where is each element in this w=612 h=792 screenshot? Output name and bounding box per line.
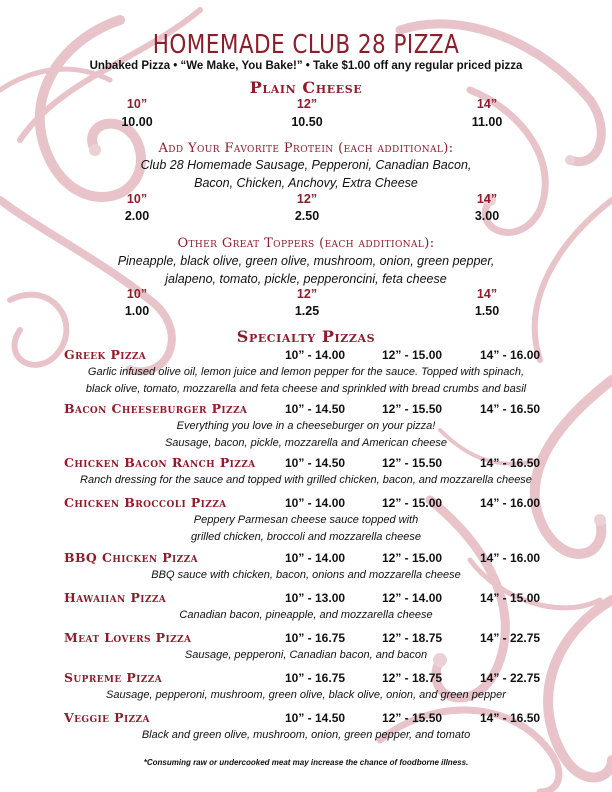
price-10: 10” - 14.00 — [285, 496, 346, 510]
description-line: jalapeno, tomato, pickle, pepperoncini, feta cheese — [165, 272, 447, 286]
pizza-name: Supreme Pizza — [64, 670, 163, 685]
price-12: 12” - 15.50 — [382, 402, 443, 416]
toppers-prices — [0, 304, 612, 320]
description-line: Club 28 Homemade Sausage, Pepperoni, Canadian Bacon, — [140, 158, 472, 172]
price-10: 10” - 16.75 — [285, 631, 346, 645]
price-10: 10” - 14.00 — [285, 348, 346, 362]
description-line: Sausage, pepperoni, mushroom, green olive, black olive, onion, and green pepper — [106, 689, 506, 701]
size-label: 14” — [476, 287, 498, 301]
price-value: 1.00 — [124, 304, 150, 318]
toppers-sizes — [0, 287, 612, 303]
pizza-description — [0, 512, 612, 546]
pizza-description — [0, 687, 612, 704]
pizza-name: Veggie Pizza — [64, 710, 150, 725]
pizza-description — [0, 364, 612, 398]
price-14: 14” - 16.50 — [480, 711, 541, 725]
page-title: HOMEMADE CLUB 28 PIZZA — [152, 30, 460, 60]
size-label: 12” — [296, 287, 318, 301]
pizza-name: Greek Pizza — [64, 347, 147, 362]
price-value: 2.00 — [124, 209, 150, 223]
description-line: Peppery Parmesan cheese sauce topped with — [193, 514, 419, 526]
price-14: 14” - 22.75 — [480, 671, 541, 685]
price-10: 10” - 13.00 — [285, 591, 346, 605]
footnote: *Consuming raw or undercooked meat may increase the chance of foodborne illness. — [143, 758, 469, 767]
pizza-name: BBQ Chicken Pizza — [64, 550, 198, 565]
price-14: 14” - 16.00 — [480, 496, 541, 510]
size-label: 12” — [296, 97, 318, 111]
description-line: Sausage, pepperoni, Canadian bacon, and bacon — [184, 649, 428, 661]
description-line: black olive, tomato, mozzarella and feta cheese and sprinkled with bread crumbs and basil — [85, 383, 527, 395]
price-10: 10” - 14.50 — [285, 402, 346, 416]
plain-cheese-heading: Plain Cheese — [249, 78, 363, 97]
description-line: BBQ sauce with chicken, bacon, onions and mozzarella cheese — [151, 569, 461, 581]
price-value: 10.00 — [121, 115, 153, 129]
specialty-heading: Specialty Pizzas — [236, 327, 376, 346]
protein-description — [0, 156, 612, 192]
description-line: Bacon, Chicken, Anchovy, Extra Cheese — [194, 176, 418, 190]
size-label: 10” — [126, 192, 148, 206]
price-12: 12” - 14.00 — [382, 591, 443, 605]
price-value: 11.00 — [471, 115, 503, 129]
plain-cheese-prices — [0, 115, 612, 131]
pizza-name: Meat Lovers Pizza — [64, 630, 192, 645]
price-12: 12” - 15.50 — [382, 456, 443, 470]
pizza-name: Hawaiian Pizza — [64, 590, 167, 605]
description-line: Pineapple, black olive, green olive, mushroom, onion, green pepper, — [117, 254, 495, 268]
pizza-description — [0, 567, 612, 584]
price-14: 14” - 22.75 — [480, 631, 541, 645]
price-10: 10” - 14.00 — [285, 551, 346, 565]
description-line: Ranch dressing for the sauce and topped with grilled chicken, bacon, and mozzarella cheese — [80, 474, 532, 486]
description-line: Canadian bacon, pineapple, and mozzarella cheese — [179, 609, 433, 621]
size-label: 14” — [476, 192, 498, 206]
pizza-name: Chicken Broccoli Pizza — [64, 495, 227, 510]
pizza-description — [0, 418, 612, 452]
price-14: 14” - 16.50 — [480, 402, 541, 416]
pizza-description — [0, 727, 612, 744]
pizza-description — [0, 607, 612, 624]
price-14: 14” - 16.50 — [480, 456, 541, 470]
protein-heading: Add Your Favorite Protein (each additional): — [158, 141, 454, 156]
price-10: 10” - 14.50 — [285, 711, 346, 725]
description-line: Sausage, bacon, pickle, mozzarella and American cheese — [164, 437, 448, 449]
pizza-name: Bacon Cheeseburger Pizza — [64, 401, 248, 416]
price-12: 12” - 15.00 — [382, 496, 443, 510]
price-12: 12” - 18.75 — [382, 671, 443, 685]
pizza-name: Chicken Bacon Ranch Pizza — [64, 455, 256, 470]
description-line: Garlic infused olive oil, lemon juice and lemon pepper for the sauce. Topped with spinach, — [87, 366, 525, 378]
size-label: 14” — [476, 97, 498, 111]
protein-sizes — [0, 192, 612, 208]
toppers-heading: Other Great Toppers (each additional): — [177, 236, 435, 251]
price-12: 12” - 15.50 — [382, 711, 443, 725]
description-line: Black and green olive, mushroom, onion, green pepper, and tomato — [141, 729, 471, 741]
description-line: Everything you love in a cheeseburger on your pizza! — [176, 420, 436, 432]
price-10: 10” - 16.75 — [285, 671, 346, 685]
size-label: 12” — [296, 192, 318, 206]
price-value: 1.50 — [474, 304, 500, 318]
pizza-description — [0, 647, 612, 664]
price-12: 12” - 15.00 — [382, 551, 443, 565]
pizza-description — [0, 472, 612, 489]
price-value: 2.50 — [294, 209, 320, 223]
price-14: 14” - 15.00 — [480, 591, 541, 605]
price-14: 14” - 16.00 — [480, 348, 541, 362]
price-12: 12” - 18.75 — [382, 631, 443, 645]
size-label: 10” — [126, 287, 148, 301]
price-value: 10.50 — [291, 115, 323, 129]
plain-cheese-sizes — [0, 97, 612, 113]
toppers-description — [0, 252, 612, 288]
size-label: 10” — [126, 97, 148, 111]
price-14: 14” - 16.00 — [480, 551, 541, 565]
protein-prices — [0, 209, 612, 225]
price-value: 3.00 — [474, 209, 500, 223]
price-10: 10” - 14.50 — [285, 456, 346, 470]
page-subtitle: Unbaked Pizza • “We Make, You Bake!” • Take $1.00 off any regular priced pizza — [89, 60, 523, 72]
price-value: 1.25 — [294, 304, 320, 318]
price-12: 12” - 15.00 — [382, 348, 443, 362]
description-line: grilled chicken, broccoli and mozzarella cheese — [191, 531, 421, 543]
